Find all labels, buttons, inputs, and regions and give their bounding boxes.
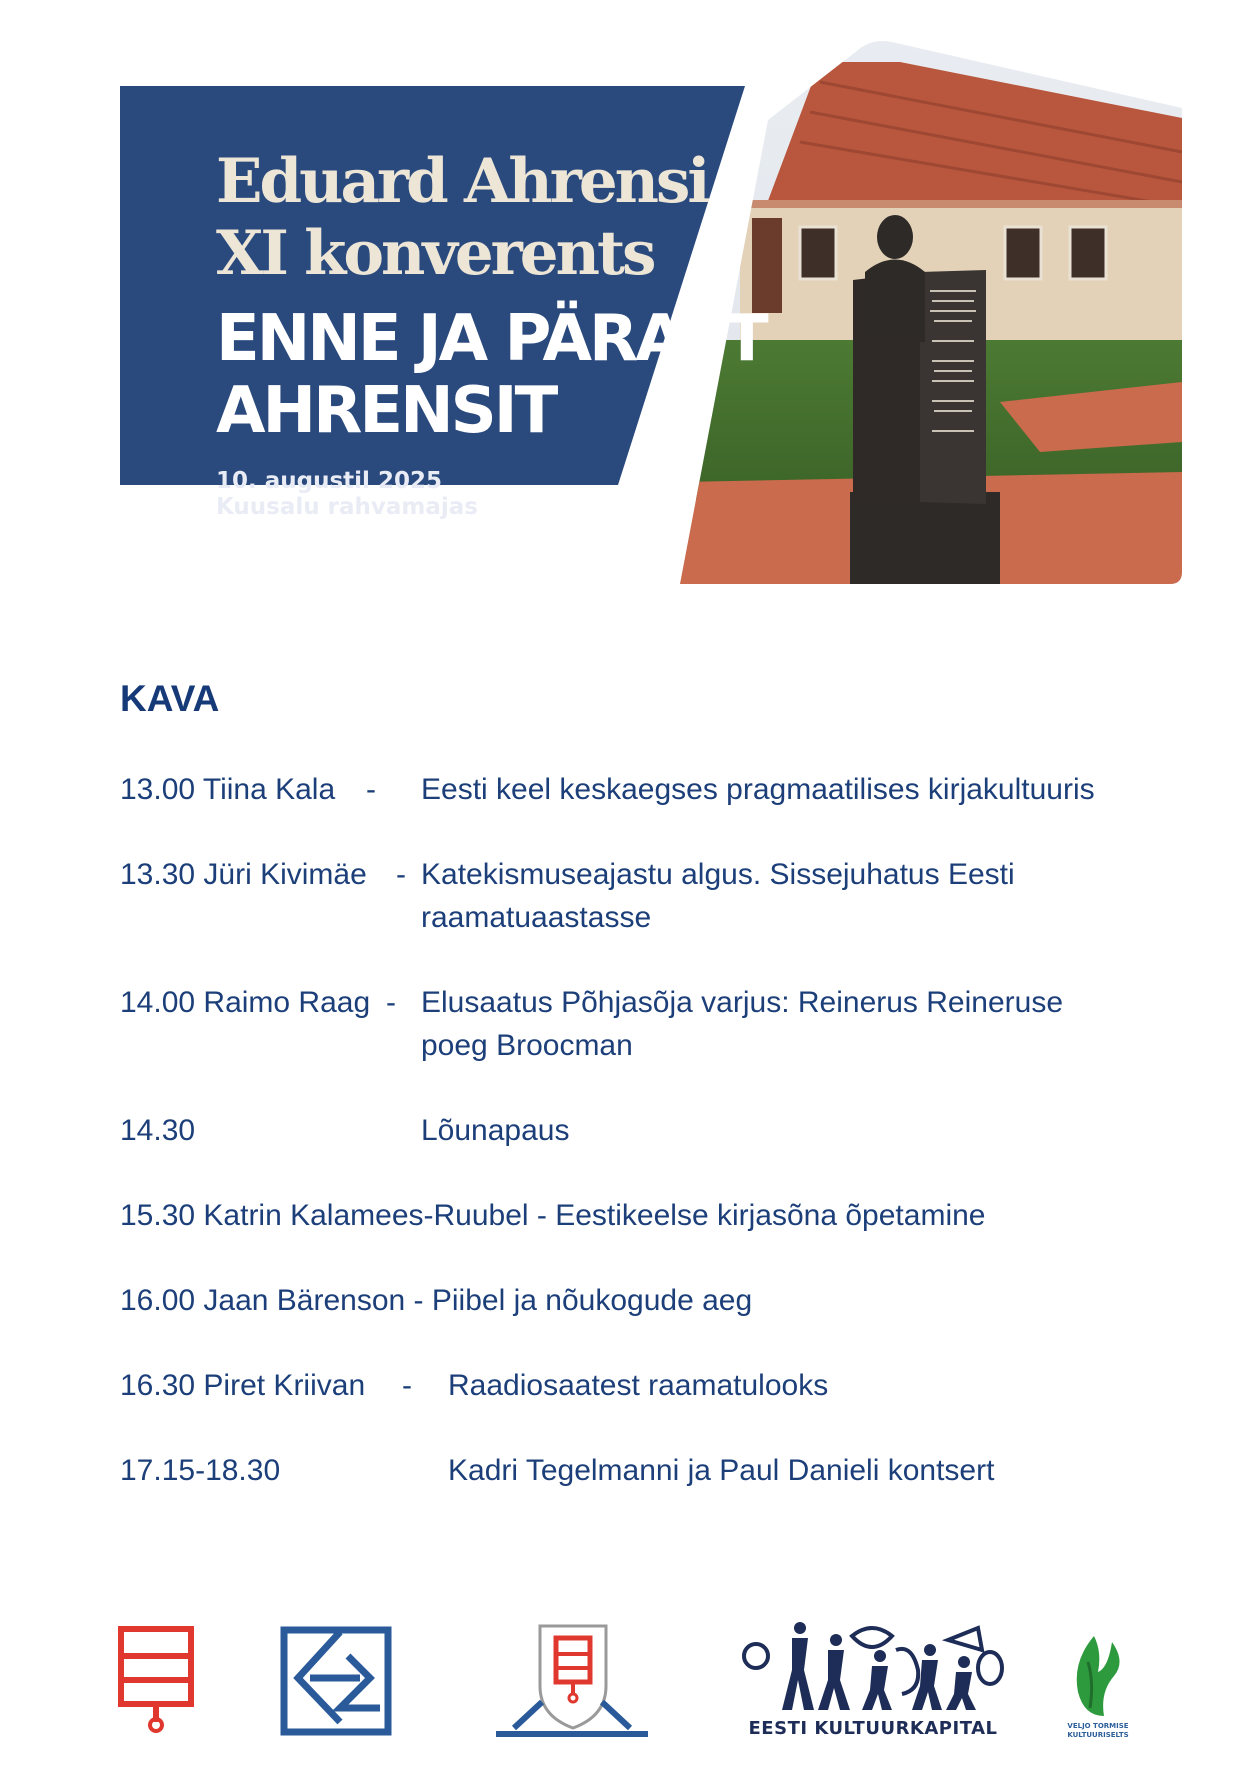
programme-heading: KAVA bbox=[120, 678, 220, 719]
conference-title-line2: XI konverents bbox=[216, 218, 654, 289]
programme-time: 17.15-18.30 bbox=[120, 1454, 281, 1487]
programme-time-speaker: 16.30 Piret Kriivan bbox=[120, 1369, 366, 1402]
programme-talk-title: Kadri Tegelmanni ja Paul Danieli kontsert bbox=[448, 1454, 995, 1487]
programme-talk-title: Katekismuseajastu algus. Sissejuhatus Eesti raamatuaastasse bbox=[421, 858, 1015, 934]
conference-date: 10. augustil 2025 bbox=[216, 468, 442, 494]
programme-talk-title: Elusaatus Põhjasõja varjus: Reinerus Reineruse poeg Broocman bbox=[421, 986, 1064, 1062]
programme-talk-title: Eesti keel keskaegses pragmaatilises kirjakultuuris bbox=[421, 773, 1095, 806]
conference-venue: Kuusalu rahvamajas bbox=[216, 494, 478, 520]
programme-separator: - bbox=[402, 1369, 412, 1402]
programme-talk-title: Raadiosaatest raamatulooks bbox=[448, 1369, 829, 1402]
kulka-figures-logo bbox=[742, 1610, 1004, 1718]
programme-time-speaker: 13.00 Tiina Kala bbox=[120, 773, 336, 806]
programme-separator: - bbox=[396, 858, 406, 891]
programme-talk-title: Lõunapaus bbox=[421, 1114, 570, 1147]
kuusalu-ladder-logo bbox=[118, 1626, 194, 1734]
programme-time: 14.30 bbox=[120, 1114, 196, 1147]
kulka-label: EESTI KULTUURKAPITAL bbox=[748, 1718, 998, 1739]
conference-title-line1: Eduard Ahrensi bbox=[216, 146, 708, 217]
veljo-tormise-leaf-logo bbox=[1064, 1632, 1134, 1720]
conference-subtitle-line1: ENNE JA PÄRAST bbox=[216, 302, 766, 376]
programme-time-speaker: 13.30 Jüri Kivimäe bbox=[120, 858, 367, 891]
shield-coat-of-arms-logo bbox=[494, 1624, 650, 1738]
programme-line: 16.00 Jaan Bärenson - Piibel ja nõukogude aeg bbox=[120, 1284, 753, 1317]
programme-separator: - bbox=[366, 773, 376, 806]
conference-subtitle-line2: AHRENSIT bbox=[216, 374, 556, 448]
veljo-tormise-label: VELJO TORMISE KULTUURISELTS bbox=[1067, 1722, 1129, 1739]
conference-banner bbox=[120, 22, 1182, 597]
programme-separator: - bbox=[386, 986, 396, 1019]
programme-time-speaker: 14.00 Raimo Raag bbox=[120, 986, 371, 1019]
es-square-logo bbox=[280, 1626, 392, 1736]
programme-line: 15.30 Katrin Kalamees-Ruubel - Eestikeelse kirjasõna õpetamine bbox=[120, 1199, 986, 1232]
